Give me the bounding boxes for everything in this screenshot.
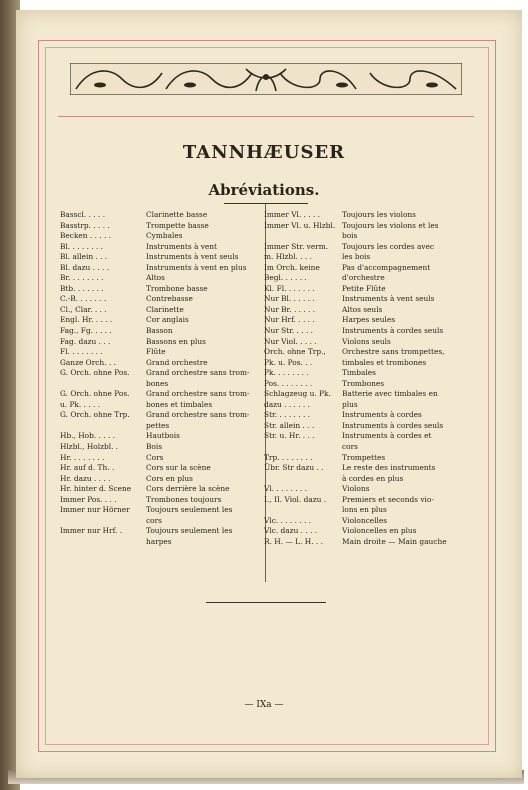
abbreviation-term: Nur Bl. . . . . . [264,294,315,304]
abbreviation-entry [60,442,260,453]
abbreviation-entry [264,537,464,548]
abbreviation-term: Im Orch. keine Begl. . . . . . [264,262,320,283]
abbreviation-meaning: Instruments à vent en plus [146,262,247,272]
abbreviation-meaning: Contrebasse [146,294,193,304]
abbreviation-meaning: Trombones [342,378,385,388]
abbreviation-entry [60,431,260,442]
section-subtitle: Abréviations. [208,181,320,199]
abbreviation-term: Hr. . . . . . . . [60,452,105,462]
abbreviation-meaning: Violoncelles [342,515,388,525]
abbreviation-meaning: Petite Flûte [342,283,386,293]
abbreviation-entry [60,526,260,547]
abbreviation-entry [264,463,464,484]
abbreviation-term: Str. allein . . . [264,420,315,430]
abbreviation-meaning: Clarinette [146,304,184,314]
abbreviation-term: Vl. . . . . . . . [264,484,307,494]
abbreviation-meaning: Toujours les cordes avec les bois [342,241,435,262]
abbreviation-meaning: Trombone basse [146,283,208,293]
abbreviation-meaning: Instruments à cordes et cors [342,431,432,452]
abbreviation-entry [264,221,464,242]
abbreviation-term: Fl. . . . . . . . [60,347,103,357]
abbreviation-term: Ganze Orch. . . [60,357,116,367]
abbreviation-meaning: Toujours seulement les cors [146,505,233,525]
page-number: — IXa — [244,700,284,710]
abbreviation-entry [60,337,260,348]
abbreviation-entry [60,252,260,263]
abbreviation-term: Hr. dazu . . . . [60,473,111,483]
abbreviation-meaning: Grand orchestre sans trom- pettes [146,410,250,430]
abbreviation-term: Immer nur Hrf. . [60,526,123,536]
abbreviation-term: Vlc. dazu . . . . [264,526,318,536]
abbreviation-meaning: Bois [146,442,163,452]
abbreviation-term: Schlagzeug u. Pk. dazu . . . . . . [264,389,331,409]
abbreviation-meaning: Instruments à cordes seuls [342,420,444,430]
art-nouveau-ornament [70,63,462,95]
abbreviation-term: Immer Vl. . . . . [264,210,321,219]
abbreviation-meaning: Cors [146,452,164,462]
abbreviation-term: Bl. allein . . . [60,252,108,262]
abbreviation-entry [60,315,260,326]
abbreviation-term: C.-B. . . . . . . [60,294,107,304]
abbreviation-entry [60,284,260,295]
abbreviation-entry [264,431,464,452]
abbreviation-term: Trp. . . . . . . . [264,452,313,462]
page-title: TANNHÆUSER [182,142,346,163]
abbreviation-entry [264,495,464,516]
abbreviation-term: Bl. . . . . . . . [60,241,104,251]
abbreviation-entry [264,263,464,284]
abbreviation-entry [60,326,260,337]
abbreviation-entry [264,347,464,368]
abbreviation-meaning: Main droite — Main gauche [342,536,447,546]
abbreviation-meaning: Orchestre sans trompettes, timbales et trombones [342,347,445,367]
abbreviation-term: Nur Hrf. . . . . [264,315,315,325]
abbreviation-term: Übr. Str dazu . . [264,463,324,473]
abbreviation-meaning: Violons [342,484,370,494]
abbreviation-term: Nur Str. . . . . [264,326,314,336]
abbreviation-meaning: Premiers et seconds vio- lons en plus [342,494,434,515]
abbreviation-meaning: Instruments à vent seuls [342,294,435,304]
abbreviation-term: Engl. Hr. . . . . [60,315,113,325]
abbreviation-term: Immer Vl. u. Hlzbl. [264,220,336,230]
abbreviation-term: Basscl. . . . . [60,210,106,219]
abbreviation-term: Immer Str. verm. m. Hlzbl. . . . [264,241,329,262]
abbreviation-term: Str. . . . . . . . [264,410,310,420]
abbreviation-meaning: Altos [146,273,165,283]
abbreviation-meaning: Instruments à vent [146,241,218,251]
abbreviation-entry [60,389,260,410]
abbreviation-term: Nur Br. . . . . . [264,304,316,314]
abbreviation-meaning: Bassons en plus [146,336,206,346]
abbreviation-term: Basstrp. . . . . [60,220,110,230]
abbreviation-term: Hr. hinter d. Scene [60,484,132,494]
abbreviation-meaning: Grand orchestre sans trom- bones et timbales [146,389,250,409]
abbreviation-term: Becken . . . . . [60,231,112,241]
abbreviation-entry [264,242,464,263]
abbreviation-term: R. H. — L. H. . . [264,536,323,546]
abbreviation-meaning: Violoncelles en plus [342,526,417,536]
subtitle-rule [224,203,308,204]
abbreviation-entry [264,453,464,464]
abbreviation-entry [264,305,464,316]
abbreviation-term: Hb., Hob. . . . . [60,431,115,441]
abbreviation-entry [60,294,260,305]
abbreviation-entry [264,368,464,379]
abbreviation-entry [264,337,464,348]
closing-rule [206,602,326,603]
abbreviation-entry [60,505,260,526]
abbreviation-entry [60,263,260,274]
abbreviation-meaning: Clarinette basse [146,210,208,219]
abbreviation-term: Fag., Fg. . . . . [60,326,112,336]
abbreviation-entry [264,294,464,305]
abbreviation-term: Fag. dazu . . . [60,336,111,346]
abbreviation-entry [264,284,464,295]
abbreviation-entry [264,516,464,527]
abbreviation-meaning: Cymbales [146,231,183,241]
abbreviation-meaning: Cors en plus [146,473,193,483]
abbreviation-meaning: Cor anglais [146,315,189,325]
abbreviation-meaning: Toujours seulement les harpes [146,526,233,546]
abbreviation-meaning: Instruments à cordes seuls [342,326,444,336]
abbreviation-meaning: Instruments à vent seuls [146,252,239,262]
abbreviation-entry [60,221,260,232]
abbreviation-entry [60,242,260,253]
abbreviation-entry [60,305,260,316]
abbreviation-entry [264,210,464,221]
abbreviation-meaning: Instruments à cordes [342,410,422,420]
abbreviation-meaning: Trompette basse [146,220,209,230]
abbreviation-entry [264,326,464,337]
abbreviation-term: Orch. ohne Trp., Pk. u. Pos. . . [264,347,326,367]
abbreviation-entry [60,231,260,242]
abbreviation-term: Nur Viol. . . . . [264,336,317,346]
abbreviation-entry [60,495,260,506]
abbreviation-term: Bl. dazu . . . . [60,262,110,272]
abbreviation-term: Br. . . . . . . . [60,273,104,283]
abbreviation-meaning: Flûte [146,347,166,357]
abbreviation-entry [60,210,260,221]
abbreviation-entry [60,463,260,474]
abbreviation-term: I., II. Viol. dazu . [264,494,327,504]
abbreviations-right-column [264,210,464,548]
abbreviation-entry [264,484,464,495]
abbreviation-meaning: Le reste des instruments à cordes en plus [342,463,436,483]
abbreviation-meaning: Batterie avec timbales en plus [342,389,438,409]
abbreviation-meaning: Grand orchestre sans trom- bones [146,368,250,388]
header-rule [58,116,474,117]
abbreviation-term: Vlc. . . . . . . . [264,515,312,525]
abbreviation-entry [60,453,260,464]
abbreviation-meaning: Cors sur la scène [146,463,211,473]
abbreviation-meaning: Toujours les violons et les bois [342,220,439,241]
abbreviation-term: Kl. Fl. . . . . . . [264,283,315,293]
abbreviation-term: Hlzbl., Holzbl. . [60,442,119,452]
abbreviation-meaning: Toujours les violons [342,210,416,219]
abbreviation-entry [60,347,260,358]
abbreviation-meaning: Hautbois [146,431,180,441]
abbreviation-term: Str. u. Hr. . . . [264,431,315,441]
abbreviation-entry [60,273,260,284]
abbreviation-meaning: Pas d'accompagnement d'orchestre [342,262,431,283]
abbreviation-term: G. Orch. ohne Pos. u. Pk. . . . . [60,389,130,409]
abbreviation-entry [264,389,464,410]
abbreviation-meaning: Altos seuls [342,304,383,314]
abbreviations-left-column [60,210,260,548]
abbreviation-meaning: Violons seuls [342,336,391,346]
abbreviation-term: G. Orch. ohne Trp. [60,410,130,420]
abbreviation-entry [60,474,260,485]
abbreviation-entry [264,526,464,537]
abbreviation-entry [264,315,464,326]
abbreviation-entry [60,368,260,389]
abbreviation-meaning: Trombones toujours [146,494,222,504]
abbreviation-entry [264,410,464,421]
abbreviation-meaning: Harpes seules [342,315,396,325]
abbreviation-entry [264,421,464,432]
abbreviation-meaning: Trompettes [342,452,386,462]
abbreviation-term: Pos. . . . . . . . [264,378,313,388]
abbreviation-term: Cl., Clar. . . . [60,304,107,314]
abbreviation-entry [60,358,260,369]
abbreviation-entry [60,410,260,431]
abbreviation-meaning: Grand orchestre [146,357,208,367]
abbreviation-term: G. Orch. ohne Pos. [60,368,130,378]
abbreviation-meaning: Cors derrière la scène [146,484,230,494]
abbreviation-term: Pk. . . . . . . . [264,368,309,378]
abbreviation-term: Hr. auf d. Th. . [60,463,115,473]
abbreviation-entry [264,379,464,390]
abbreviation-meaning: Basson [146,326,173,336]
abbreviation-entry [60,484,260,495]
abbreviation-meaning: Timbales [342,368,376,378]
abbreviation-term: Immer nur Hörner [60,505,130,515]
abbreviation-term: Immer Pos. . . . [60,494,117,504]
abbreviation-term: Btb. . . . . . . [60,283,104,293]
